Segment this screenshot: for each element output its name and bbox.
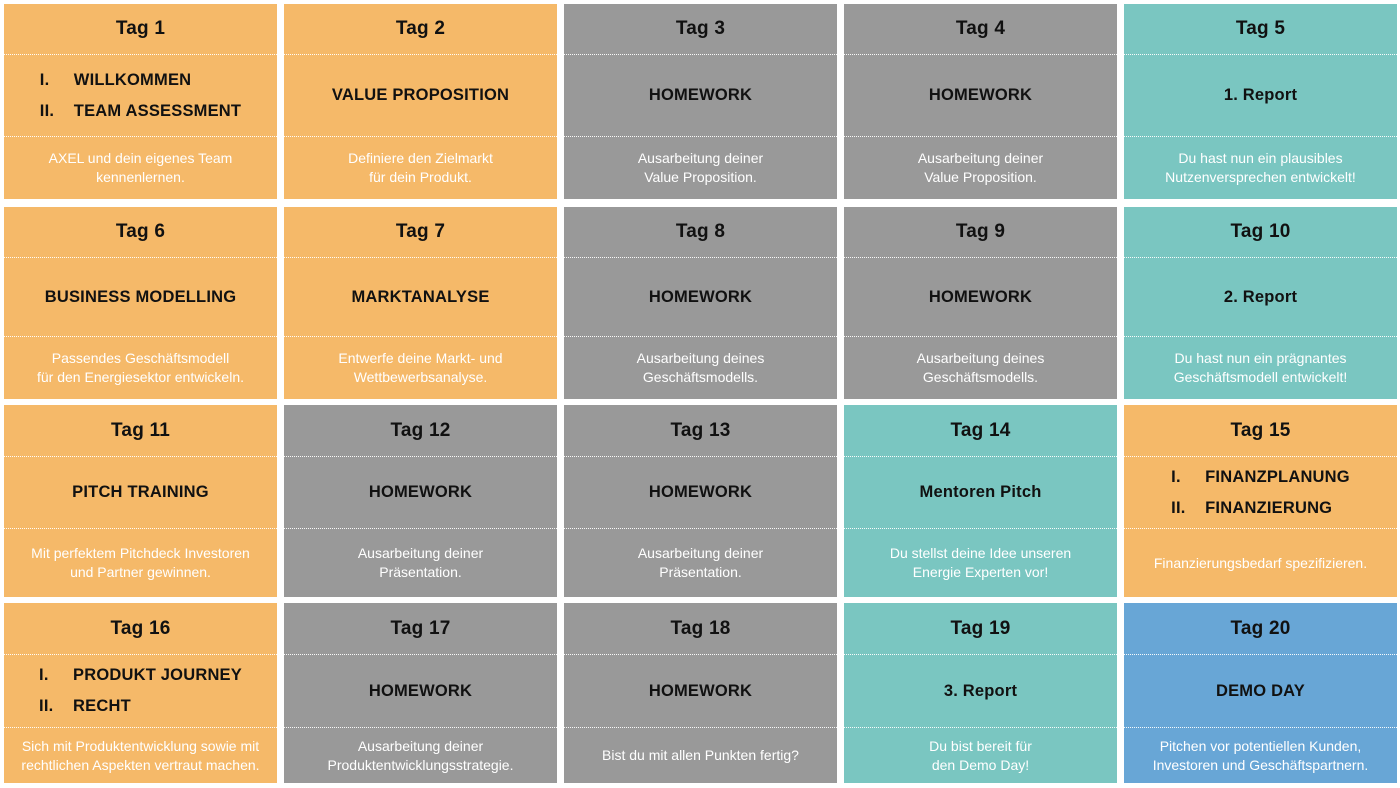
day-card-17 bbox=[284, 603, 557, 783]
topic-number: II. bbox=[39, 101, 55, 120]
day-description: Entwerfe deine Markt- und Wettbewerbsanalyse. bbox=[338, 350, 503, 385]
day-card-13 bbox=[564, 405, 837, 597]
day-card-2 bbox=[284, 4, 557, 199]
day-description: Ausarbeitung deiner Produktentwicklungsstrategie. bbox=[327, 737, 514, 773]
day-topic bbox=[1124, 258, 1397, 337]
day-label: Tag 2 bbox=[395, 18, 446, 39]
day-description-section bbox=[844, 529, 1117, 597]
day-card-19 bbox=[844, 603, 1117, 783]
day-card-3 bbox=[564, 4, 837, 199]
topic-number: I. bbox=[39, 70, 50, 89]
day-topic bbox=[284, 55, 557, 137]
day-label: Tag 15 bbox=[1230, 419, 1291, 441]
topic-text: WILLKOMMEN bbox=[73, 70, 192, 89]
topic-text: 2. Report bbox=[1223, 287, 1298, 306]
day-description-section bbox=[1124, 529, 1397, 597]
day-card-9 bbox=[844, 207, 1117, 399]
topic-list bbox=[1171, 468, 1350, 518]
day-description-section bbox=[1124, 728, 1397, 783]
topic-text: FINANZPLANUNG bbox=[1205, 467, 1350, 486]
day-topic bbox=[4, 457, 277, 529]
day-description: Ausarbeitung deiner Präsentation. bbox=[357, 545, 484, 580]
day-header bbox=[1124, 603, 1397, 655]
topic-text: HOMEWORK bbox=[648, 483, 753, 501]
day-card-18 bbox=[564, 603, 837, 783]
day-description: Du hast nun ein plausibles Nutzenversprechen entwickelt! bbox=[1165, 150, 1356, 185]
day-card-14 bbox=[844, 405, 1117, 597]
day-header bbox=[844, 207, 1117, 258]
topic-text: DEMO DAY bbox=[1215, 681, 1305, 700]
day-card-1 bbox=[4, 4, 277, 199]
day-label: Tag 14 bbox=[950, 419, 1011, 441]
day-label: Tag 20 bbox=[1230, 617, 1291, 639]
topic-text: 1. Report bbox=[1223, 86, 1298, 104]
day-header bbox=[564, 603, 837, 655]
day-header bbox=[1124, 405, 1397, 457]
topic-number: I. bbox=[1171, 467, 1181, 486]
day-card-16 bbox=[4, 603, 277, 783]
day-label: Tag 17 bbox=[390, 617, 451, 639]
day-label: Tag 13 bbox=[670, 419, 731, 441]
day-label: Tag 10 bbox=[1230, 221, 1291, 242]
day-description: Ausarbeitung deiner Präsentation. bbox=[637, 545, 764, 580]
day-description: Du bist bereit für den Demo Day! bbox=[929, 737, 1032, 773]
day-label: Tag 9 bbox=[955, 221, 1006, 242]
day-label: Tag 19 bbox=[950, 617, 1011, 639]
day-label: Tag 3 bbox=[675, 18, 726, 39]
day-card-15 bbox=[1124, 405, 1397, 597]
day-description: Bist du mit allen Punkten fertig? bbox=[602, 747, 799, 763]
day-header bbox=[4, 405, 277, 457]
day-description-section bbox=[564, 137, 837, 199]
day-label: Tag 4 bbox=[955, 18, 1006, 39]
day-header bbox=[284, 405, 557, 457]
day-description-section bbox=[1124, 137, 1397, 199]
topic-list bbox=[40, 71, 241, 121]
topic-text: VALUE PROPOSITION bbox=[331, 86, 510, 104]
day-topic bbox=[1124, 457, 1397, 529]
topic-text: HOMEWORK bbox=[648, 86, 753, 104]
day-description: Pitchen vor potentiellen Kunden, Investoren und Geschäftspartnern. bbox=[1152, 737, 1369, 773]
day-description-section bbox=[1124, 337, 1397, 399]
day-topic bbox=[844, 457, 1117, 529]
topic-text: Mentoren Pitch bbox=[919, 483, 1042, 501]
day-topic bbox=[844, 55, 1117, 137]
day-label: Tag 8 bbox=[675, 221, 726, 242]
day-description-section bbox=[284, 137, 557, 199]
day-description-section bbox=[564, 529, 837, 597]
day-label: Tag 6 bbox=[115, 221, 166, 242]
day-card-7 bbox=[284, 207, 557, 399]
day-description: Finanzierungsbedarf spezifizieren. bbox=[1153, 554, 1368, 571]
topic-number: II. bbox=[1171, 498, 1186, 517]
day-topic bbox=[844, 258, 1117, 337]
day-header bbox=[564, 207, 837, 258]
day-description: Du hast nun ein prägnantes Geschäftsmodell entwickelt! bbox=[1173, 350, 1348, 385]
day-card-20 bbox=[1124, 603, 1397, 783]
topic-text: PRODUKT JOURNEY bbox=[73, 666, 242, 684]
day-description-section bbox=[4, 337, 277, 399]
day-description-section bbox=[4, 728, 277, 783]
day-topic bbox=[1124, 55, 1397, 137]
day-label: Tag 7 bbox=[395, 221, 446, 242]
topic-list-item bbox=[39, 697, 242, 716]
day-header bbox=[844, 405, 1117, 457]
topic-text: HOMEWORK bbox=[368, 483, 473, 501]
day-description: Ausarbeitung deines Geschäftsmodells. bbox=[916, 350, 1045, 385]
topic-list-item bbox=[40, 102, 241, 121]
day-description: Ausarbeitung deiner Value Proposition. bbox=[917, 150, 1044, 185]
day-header bbox=[564, 405, 837, 457]
day-card-12 bbox=[284, 405, 557, 597]
day-topic bbox=[564, 55, 837, 137]
day-card-11 bbox=[4, 405, 277, 597]
day-card-6 bbox=[4, 207, 277, 399]
day-header bbox=[284, 4, 557, 55]
day-header bbox=[284, 603, 557, 655]
day-description-section bbox=[844, 337, 1117, 399]
day-label: Tag 1 bbox=[115, 18, 166, 39]
day-description-section bbox=[4, 529, 277, 597]
day-description: Ausarbeitung deiner Value Proposition. bbox=[637, 150, 764, 185]
topic-list-item bbox=[1171, 468, 1350, 487]
day-description-section bbox=[564, 337, 837, 399]
day-description-section bbox=[284, 337, 557, 399]
day-header bbox=[4, 207, 277, 258]
day-header bbox=[844, 4, 1117, 55]
day-topic bbox=[4, 55, 277, 137]
topic-number: II. bbox=[39, 697, 54, 715]
topic-text: FINANZIERUNG bbox=[1205, 498, 1333, 517]
day-topic bbox=[1124, 655, 1397, 728]
topic-text: TEAM ASSESSMENT bbox=[73, 101, 242, 120]
topic-text: HOMEWORK bbox=[928, 86, 1033, 104]
day-header bbox=[1124, 4, 1397, 55]
day-label: Tag 12 bbox=[390, 419, 451, 441]
topic-text: HOMEWORK bbox=[368, 681, 473, 700]
day-description-section bbox=[284, 728, 557, 783]
day-description: Mit perfektem Pitchdeck Investoren und Partner gewinnen. bbox=[31, 545, 250, 580]
topic-text: HOMEWORK bbox=[648, 287, 753, 306]
day-description-section bbox=[4, 137, 277, 199]
day-label: Tag 18 bbox=[670, 617, 731, 639]
topic-list-item bbox=[40, 71, 241, 90]
day-label: Tag 16 bbox=[110, 617, 171, 639]
day-description: Definiere den Zielmarkt für dein Produkt. bbox=[348, 150, 493, 185]
day-description-section bbox=[564, 728, 837, 783]
day-description: Passendes Geschäftsmodell für den Energiesektor entwickeln. bbox=[37, 350, 244, 385]
topic-text: 3. Report bbox=[943, 681, 1018, 700]
day-topic bbox=[284, 457, 557, 529]
topic-number: I. bbox=[39, 666, 49, 684]
day-description: Du stellst deine Idee unseren Energie Experten vor! bbox=[889, 545, 1072, 580]
day-card-10 bbox=[1124, 207, 1397, 399]
topic-list-item bbox=[1171, 499, 1350, 518]
topic-text: HOMEWORK bbox=[648, 681, 753, 700]
topic-text: PITCH TRAINING bbox=[72, 483, 209, 501]
day-description: Ausarbeitung deines Geschäftsmodells. bbox=[636, 350, 765, 385]
day-topic bbox=[284, 258, 557, 337]
day-topic bbox=[284, 655, 557, 728]
day-header bbox=[4, 603, 277, 655]
topic-text: MARKTANALYSE bbox=[351, 287, 490, 306]
day-topic bbox=[564, 457, 837, 529]
day-topic bbox=[564, 655, 837, 728]
day-label: Tag 5 bbox=[1235, 18, 1286, 39]
day-header bbox=[284, 207, 557, 258]
day-card-8 bbox=[564, 207, 837, 399]
topic-list-item bbox=[39, 666, 242, 685]
topic-list bbox=[39, 666, 242, 716]
day-header bbox=[564, 4, 837, 55]
day-description: Sich mit Produktentwicklung sowie mit rechtlichen Aspekten vertraut machen. bbox=[21, 737, 260, 773]
day-topic bbox=[4, 258, 277, 337]
day-topic bbox=[564, 258, 837, 337]
day-label: Tag 11 bbox=[111, 419, 170, 441]
day-header bbox=[4, 4, 277, 55]
day-topic bbox=[4, 655, 277, 728]
day-topic bbox=[844, 655, 1117, 728]
day-description-section bbox=[844, 137, 1117, 199]
day-card-4 bbox=[844, 4, 1117, 199]
topic-text: RECHT bbox=[73, 697, 131, 715]
day-header bbox=[1124, 207, 1397, 258]
day-card-5 bbox=[1124, 4, 1397, 199]
topic-text: HOMEWORK bbox=[928, 287, 1033, 306]
day-description-section bbox=[844, 728, 1117, 783]
day-header bbox=[844, 603, 1117, 655]
day-description: AXEL und dein eigenes Team kennenlernen. bbox=[48, 150, 233, 185]
topic-text: BUSINESS MODELLING bbox=[44, 287, 237, 306]
day-description-section bbox=[284, 529, 557, 597]
